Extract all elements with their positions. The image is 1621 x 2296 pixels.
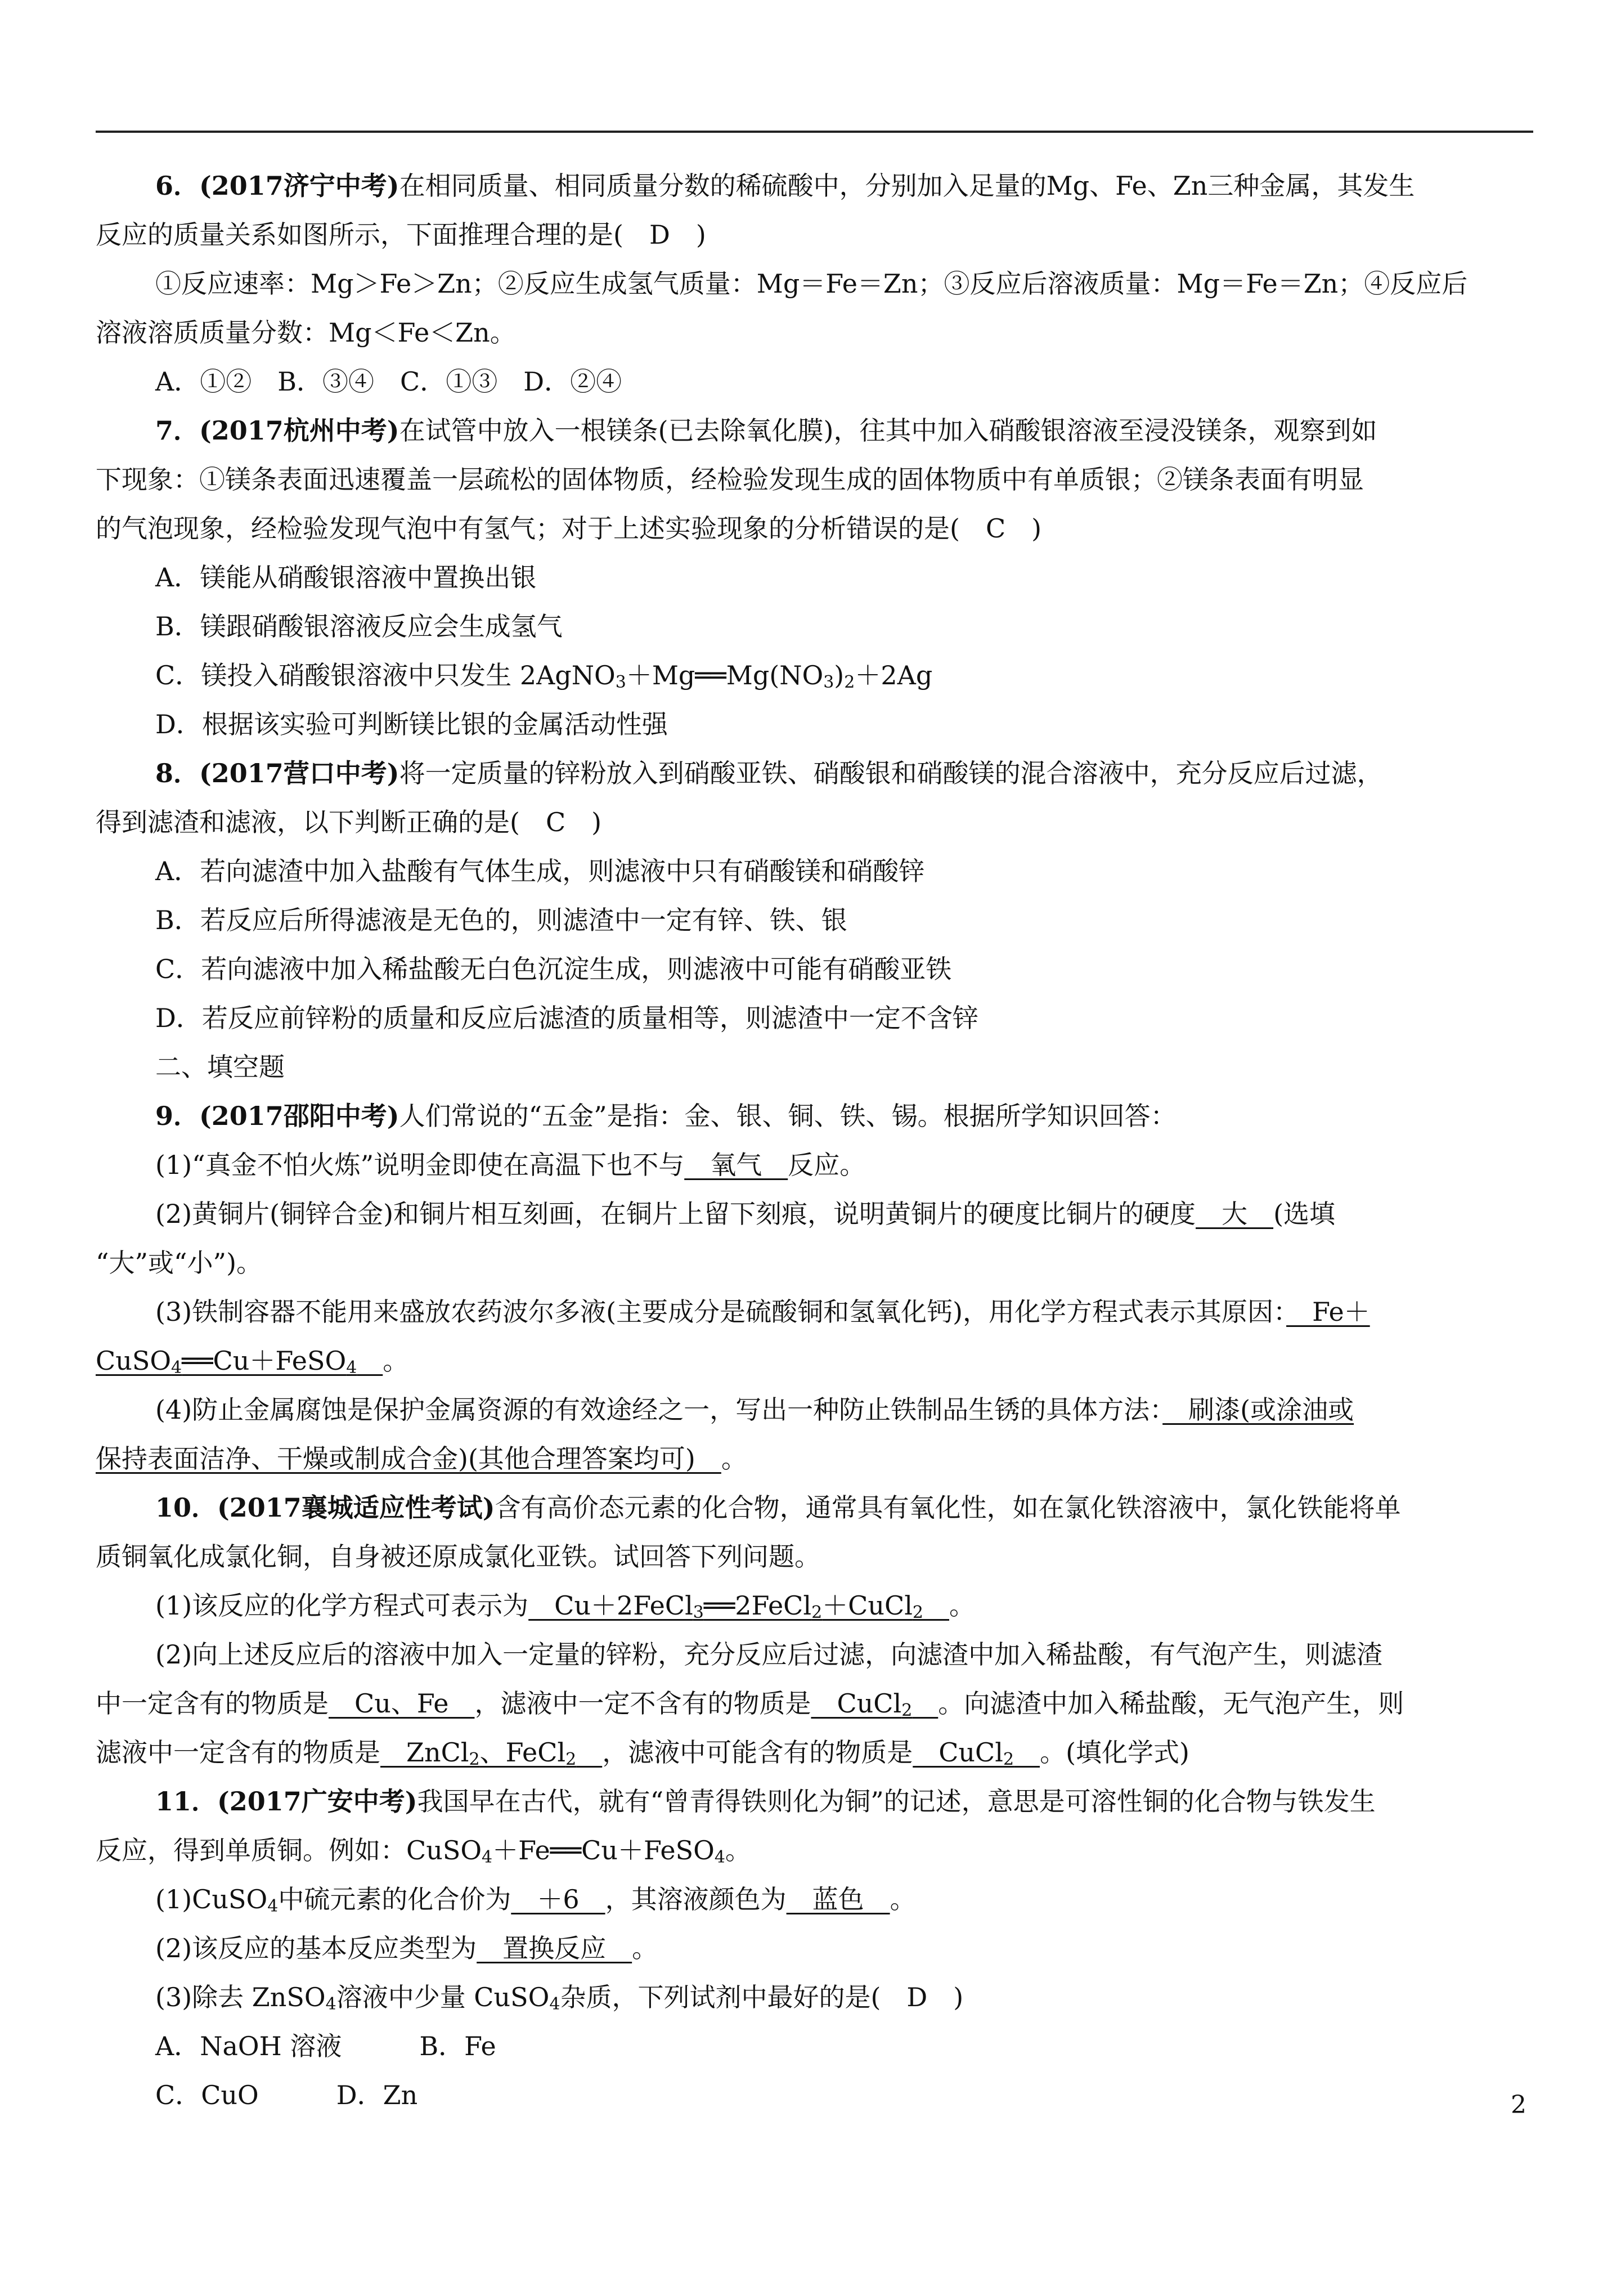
q11-part1-text3: ，其溶液颜色为 xyxy=(605,1884,787,1914)
q9-part2-line2: “大”或“小”)。 xyxy=(96,1248,263,1278)
formula-part: CuCl xyxy=(811,1688,902,1719)
q11-part2-answer: 置换反应 xyxy=(477,1933,632,1963)
q7-option-c-text3: ) xyxy=(834,660,845,690)
q10-part2-text5: ，滤液中可能含有的物质是 xyxy=(602,1737,913,1768)
q11-stem-line1 xyxy=(155,1784,1376,1818)
q7-number: 7． xyxy=(155,415,200,446)
q10-number: 10． xyxy=(155,1492,218,1523)
q11-part1-answer1: ＋6 xyxy=(511,1884,605,1914)
q11-part2-text: (2)该反应的基本反应类型为 xyxy=(155,1933,477,1963)
q9-part3-line2 xyxy=(96,1344,408,1385)
q11-number: 11． xyxy=(155,1786,218,1817)
formula-part: ══Cu＋FeSO xyxy=(182,1346,347,1376)
q10-part2-answer2 xyxy=(811,1688,938,1719)
formula-part: 、FeCl xyxy=(479,1737,566,1768)
q11-source: (2017广安中考) xyxy=(217,1786,417,1817)
q7-option-a: A．镁能从硝酸银溶液中置换出银 xyxy=(155,562,537,593)
q6-stem-line2: 反应的质量关系如图所示，下面推理合理的是( D ) xyxy=(96,219,706,250)
formula-part xyxy=(923,1590,949,1621)
q9-part1-answer: 氧气 xyxy=(684,1150,788,1180)
subscript: 2 xyxy=(844,672,855,692)
section-heading-fill-blank: 二、填空题 xyxy=(155,1052,285,1082)
formula-part xyxy=(357,1346,383,1376)
q10-stem-line1 xyxy=(155,1491,1401,1524)
q7-option-c-text2: ＋Mg══Mg(NO xyxy=(626,660,824,690)
q7-stem-text1: 在试管中放入一根镁条(已去除氧化膜)，往其中加入硝酸银溶液至浸没镁条，观察到如 xyxy=(399,415,1377,446)
q11-stem-line2 xyxy=(96,1833,751,1875)
q11-part3-text3: 杂质，下列试剂中最好的是( D ) xyxy=(560,1982,964,2012)
q9-part3-answer-start: Fe＋ xyxy=(1286,1297,1370,1327)
q10-source: (2017襄城适应性考试) xyxy=(217,1492,495,1523)
q10-part2-answer1: Cu、Fe xyxy=(329,1688,475,1719)
q11-stem-text2: 反应，得到单质铜。例如：CuSO xyxy=(96,1835,482,1866)
q7-option-d: D．根据该实验可判断镁比银的金属活动性强 xyxy=(155,709,668,739)
q11-part2 xyxy=(155,1931,658,1965)
formula-part: ZnCl xyxy=(380,1737,469,1768)
q11-part3-text1: (3)除去 ZnSO xyxy=(155,1982,326,2012)
q10-part2-line3 xyxy=(96,1736,1189,1777)
q7-stem-line1 xyxy=(155,414,1377,447)
subscript: 2 xyxy=(901,1701,913,1720)
q9-stem xyxy=(155,1099,1177,1133)
q6-stem-text1: 在相同质量、相同质量分数的稀硫酸中，分别加入足量的Mg、Fe、Zn三种金属，其发生 xyxy=(399,171,1415,201)
q6-statements-line2: 溶液溶质质量分数：Mg＜Fe＜Zn。 xyxy=(96,317,516,348)
q11-part1-text2: 中硫元素的化合价为 xyxy=(278,1884,511,1914)
q10-part2-text1: 中一定含有的物质是 xyxy=(96,1688,329,1719)
q7-stem-line3: 的气泡现象，经检验发现气泡中有氢气；对于上述实验现象的分析错误的是( C ) xyxy=(96,513,1042,544)
q7-option-b: B．镁跟硝酸银溶液反应会生成氢气 xyxy=(155,611,563,642)
q9-part4-text-end: 。 xyxy=(721,1443,747,1474)
q9-part4-line1 xyxy=(155,1393,1354,1427)
subscript: 4 xyxy=(549,1994,560,2014)
q10-part2-text3: 。向滤渣中加入稀盐酸，无气泡产生，则 xyxy=(938,1688,1404,1719)
subscript: 2 xyxy=(469,1750,480,1769)
q10-stem-text1: 含有高价态元素的化合物，通常具有氧化性，如在氯化铁溶液中，氯化铁能将单 xyxy=(495,1492,1401,1523)
formula-part xyxy=(1014,1737,1040,1768)
q8-number: 8． xyxy=(155,758,200,788)
q9-stem-text: 人们常说的“五金”是指：金、银、铜、铁、锡。根据所学知识回答： xyxy=(399,1101,1177,1131)
q8-stem-line2: 得到滤渣和滤液，以下判断正确的是( C ) xyxy=(96,807,602,837)
q8-option-c: C．若向滤液中加入稀盐酸无白色沉淀生成，则滤液中可能有硝酸亚铁 xyxy=(155,954,952,984)
q9-part2-text-end: (选填 xyxy=(1273,1199,1336,1229)
q6-statements-line1: ①反应速率：Mg＞Fe＞Zn；②反应生成氢气质量：Mg＝Fe＝Zn；③反应后溶液质量：Mg＝Fe＝Zn；④反应后 xyxy=(155,268,1468,299)
q10-stem-line2: 质铜氧化成氯化铜，自身被还原成氯化亚铁。试回答下列问题。 xyxy=(96,1541,820,1572)
q9-part4-answer-start: 刷漆(或涂油或 xyxy=(1162,1394,1354,1425)
subscript: 4 xyxy=(171,1358,182,1378)
q10-part2-text2: ，滤液中一定不含有的物质是 xyxy=(474,1688,811,1719)
q10-part2-line1: (2)向上述反应后的溶液中加入一定量的锌粉，充分反应后过滤，向滤渣中加入稀盐酸，有气泡产生，则滤渣 xyxy=(155,1639,1383,1670)
q11-part1 xyxy=(155,1882,916,1923)
q10-part1-text-end: 。 xyxy=(949,1590,975,1621)
q10-part1-text: (1)该反应的化学方程式可表示为 xyxy=(155,1590,529,1621)
formula-part: CuCl xyxy=(913,1737,1003,1768)
q8-option-d: D．若反应前锌粉的质量和反应后滤渣的质量相等，则滤渣中一定不含锌 xyxy=(155,1003,978,1033)
q9-part1-text-end: 反应。 xyxy=(788,1150,866,1180)
subscript: 4 xyxy=(482,1847,493,1867)
q9-part2-answer: 大 xyxy=(1196,1199,1274,1229)
q11-part1-text-end: 。 xyxy=(890,1884,916,1914)
q11-part3 xyxy=(155,1980,963,2021)
q7-stem-line2: 下现象：①镁条表面迅速覆盖一层疏松的固体物质，经检验发现生成的固体物质中有单质银；②镁条表面有明显 xyxy=(96,464,1364,495)
q7-option-c-text1: C．镁投入硝酸银溶液中只发生 2AgNO xyxy=(155,660,616,690)
q10-part2-text6: 。(填化学式) xyxy=(1040,1737,1189,1768)
q11-part2-text-end: 。 xyxy=(632,1933,658,1963)
q9-part3-text: (3)铁制容器不能用来盛放农药波尔多液(主要成分是硫酸铜和氢氧化钙)，用化学方程式表示其原因： xyxy=(155,1297,1287,1327)
q7-option-c xyxy=(155,658,932,699)
formula-part: ＋CuCl xyxy=(822,1590,913,1621)
q9-part4-line2 xyxy=(96,1442,747,1476)
formula-part xyxy=(576,1737,602,1768)
q11-options-ab: A．NaOH 溶液 B．Fe xyxy=(155,2031,496,2061)
subscript: 3 xyxy=(615,672,626,692)
q9-part3-line1 xyxy=(155,1295,1370,1329)
q9-part4-answer-end: 保持表面洁净、干燥或制成合金)(其他合理答案均可) xyxy=(96,1443,721,1474)
q6-source: (2017济宁中考) xyxy=(199,171,399,201)
q10-part1 xyxy=(155,1589,975,1630)
formula-part: Cu＋2FeCl xyxy=(528,1590,693,1621)
q8-stem-line1 xyxy=(155,756,1383,790)
q11-part3-text2: 溶液中少量 CuSO xyxy=(336,1982,550,2012)
q11-stem-text3: ＋Fe══Cu＋FeSO xyxy=(492,1835,715,1866)
subscript: 3 xyxy=(823,672,834,692)
q8-option-a: A．若向滤渣中加入盐酸有气体生成，则滤液中只有硝酸镁和硝酸锌 xyxy=(155,856,925,886)
q9-part1-text: (1)“真金不怕火炼”说明金即使在高温下也不与 xyxy=(155,1150,685,1180)
subscript: 2 xyxy=(565,1750,577,1769)
q9-source: (2017邵阳中考) xyxy=(199,1101,399,1131)
q6-number: 6． xyxy=(155,171,200,201)
subscript: 2 xyxy=(1003,1750,1014,1769)
q11-options-cd: C．CuO D．Zn xyxy=(155,2080,418,2110)
q6-stem-line1 xyxy=(155,169,1415,203)
q10-part2-line2 xyxy=(96,1687,1404,1728)
q10-part1-answer xyxy=(528,1590,949,1621)
q10-part2-answer3 xyxy=(380,1737,602,1768)
q10-part2-text4: 滤液中一定含有的物质是 xyxy=(96,1737,380,1768)
formula-part: ══2FeCl xyxy=(703,1590,812,1621)
q9-part2-text: (2)黄铜片(铜锌合金)和铜片相互刻画，在铜片上留下刻痕，说明黄铜片的硬度比铜片的硬度 xyxy=(155,1199,1196,1229)
q9-part3-answer-equation xyxy=(96,1346,383,1376)
q11-part1-text1: (1)CuSO xyxy=(155,1884,268,1914)
subscript: 2 xyxy=(811,1603,823,1622)
q8-stem-text1: 将一定质量的锌粉放入到硝酸亚铁、硝酸银和硝酸镁的混合溶液中，充分反应后过滤， xyxy=(399,758,1383,788)
q7-option-c-text4: ＋2Ag xyxy=(855,660,933,690)
subscript: 4 xyxy=(325,1994,336,2014)
q6-options: A．①② B．③④ C．①③ D．②④ xyxy=(155,366,622,397)
header-rule xyxy=(96,131,1533,133)
formula-part: CuSO xyxy=(96,1346,172,1376)
formula-part xyxy=(912,1688,938,1719)
q9-part2-line1 xyxy=(155,1197,1335,1231)
q9-number: 9． xyxy=(155,1101,200,1131)
subscript: 4 xyxy=(267,1896,279,1916)
q11-stem-text4: 。 xyxy=(725,1835,751,1866)
q8-source: (2017营口中考) xyxy=(199,758,399,788)
q10-part2-answer4 xyxy=(913,1737,1040,1768)
page-number: 2 xyxy=(1511,2091,1526,2119)
q9-part3-text-end: 。 xyxy=(383,1346,409,1376)
subscript: 3 xyxy=(693,1603,704,1622)
q7-source: (2017杭州中考) xyxy=(199,415,399,446)
subscript: 2 xyxy=(912,1603,923,1622)
q11-part1-answer2: 蓝色 xyxy=(786,1884,890,1914)
subscript: 4 xyxy=(714,1847,725,1867)
subscript: 4 xyxy=(346,1358,357,1378)
q11-stem-text1: 我国早在古代，就有“曾青得铁则化为铜”的记述，意思是可溶性铜的化合物与铁发生 xyxy=(417,1786,1376,1817)
q8-option-b: B．若反应后所得滤液是无色的，则滤渣中一定有锌、铁、银 xyxy=(155,905,847,935)
q9-part1 xyxy=(155,1148,865,1182)
q9-part4-text: (4)防止金属腐蚀是保护金属资源的有效途经之一，写出一种防止铁制品生锈的具体方法： xyxy=(155,1394,1163,1425)
